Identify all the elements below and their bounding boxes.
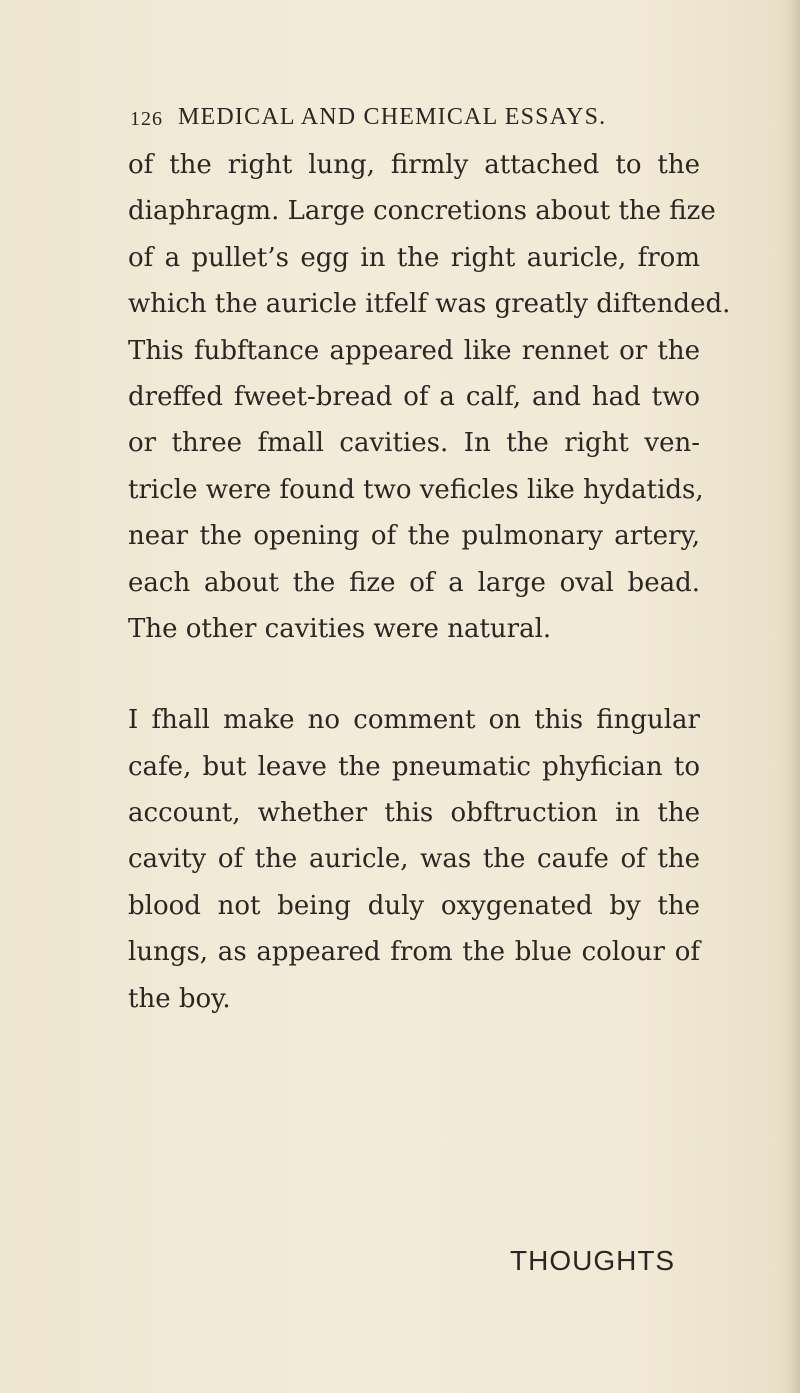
paragraph-2: [128, 697, 700, 1022]
page-edge-shadow: [778, 0, 800, 1393]
paragraph-gap: [128, 652, 700, 697]
text-line: of the right lung, firmly attached to the: [128, 150, 700, 180]
text-line: of a pullet’s egg in the right auricle, from: [128, 242, 700, 273]
text-line: each about the fize of a large oval bead.: [128, 567, 700, 598]
text-line: lungs, as appeared from the blue colour of: [128, 937, 700, 968]
text-line: I fhall make no comment on this fingular: [128, 705, 700, 736]
text-line: account, whether this obftruction in the: [128, 798, 700, 829]
text-line: diaphragm. Large concretions about the fize: [128, 196, 716, 227]
text-line: This fubftance appeared like rennet or the: [128, 335, 700, 366]
paragraph-1: [128, 142, 731, 652]
catchword: THOUGHTS: [510, 1245, 676, 1276]
text-line: which the auricle itfelf was greatly diftended.: [128, 289, 731, 320]
text-line: the boy.: [128, 983, 231, 1014]
text-line: or three fmall cavities. In the right ven-: [128, 428, 700, 459]
page-number: 126: [130, 108, 163, 130]
text-line: near the opening of the pulmonary artery,: [128, 521, 700, 552]
running-title: MEDICAL AND CHEMICAL ESSAYS.: [178, 104, 607, 130]
text-line: cafe, but leave the pneumatic phyfician to: [128, 751, 700, 782]
running-header: [130, 104, 670, 144]
text-line: cavity of the auricle, was the caufe of the: [128, 844, 700, 875]
text-line: blood not being duly oxygenated by the: [128, 890, 700, 921]
body-text: [128, 142, 731, 1022]
text-line: tricle were found two veficles like hydatids,: [128, 474, 704, 505]
text-line: The other cavities were natural.: [128, 613, 552, 644]
text-line: dreffed fweet-bread of a calf, and had two: [128, 381, 700, 412]
